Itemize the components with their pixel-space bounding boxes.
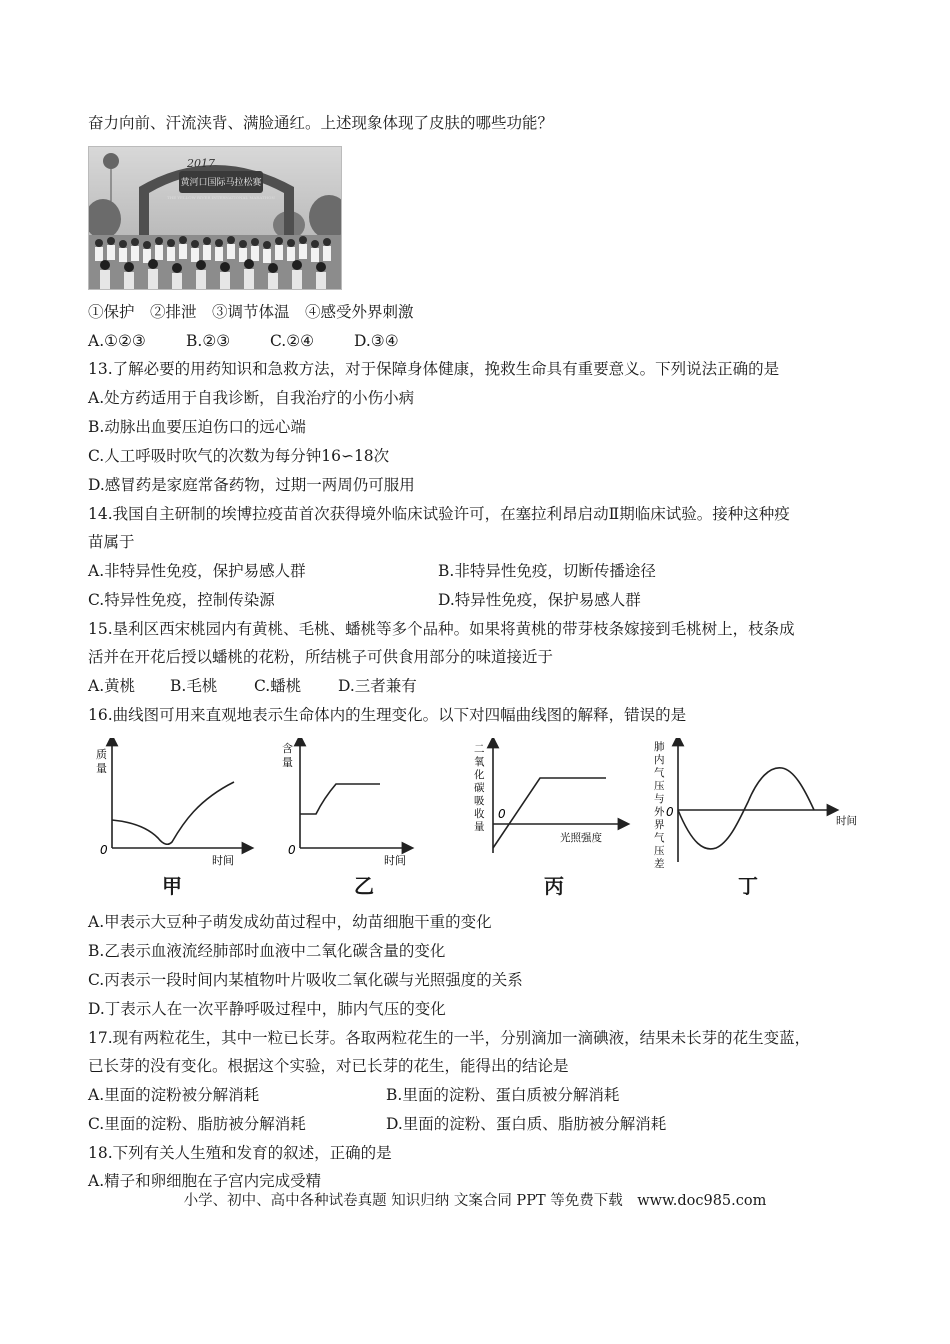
q16-choice-d: D.丁表示人在一次平静呼吸过程中，肺内气压的变化 (88, 1000, 446, 1018)
q13-choice-b: B.动脉出血要压迫伤口的远心端 (88, 418, 306, 436)
q15-choice-b: B.毛桃 (170, 677, 218, 695)
graph-ding-ylabel-3: 气 (654, 767, 665, 779)
marathon-photo (88, 146, 342, 290)
banner-subtext: THE YELLOW RIVER INTERNATIONAL MARATHON (167, 195, 275, 200)
graph-ding-label: 丁 (738, 874, 758, 898)
q13-choice-a: A.处方药适用于自我诊断，自我治疗的小伤小病 (88, 389, 415, 407)
graph-bing-xlabel: 光照强度 (560, 832, 602, 844)
graph-ding-ylabel-10: 差 (654, 858, 665, 868)
graph-ding-curve (678, 768, 814, 849)
q16-graphs (88, 738, 888, 898)
q15-choice-d: D.三者兼有 (338, 677, 417, 695)
q15-stem-line2: 活并在开花后授以蟠桃的花粉，所结桃子可供食用部分的味道接近于 (88, 648, 554, 666)
q14-stem-line1: 14.我国自主研制的埃博拉疫苗首次获得境外临床试验许可，在塞拉利昂启动Ⅱ期临床试验。接种这种疫 (88, 505, 790, 523)
graph-jia-label: 甲 (162, 874, 182, 898)
banner-text: 黄河口国际马拉松赛 (180, 178, 262, 188)
graph-ding-ylabel-5: 与 (654, 793, 665, 805)
graph-bing-ylabel-1: 二 (474, 743, 485, 755)
q14-choice-b: B.非特异性免疫，切断传播途径 (438, 562, 656, 580)
graph-yi-ylabel-2: 量 (282, 756, 293, 769)
graph-bing-ylabel-4: 碳 (474, 782, 485, 794)
graph-bing (474, 742, 624, 853)
q12-options: ①保护 ②排泄 ③调节体温 ④感受外界刺激 (88, 303, 414, 321)
q17-choice-b: B.里面的淀粉、蛋白质被分解消耗 (386, 1086, 620, 1104)
q12-choice-a: A.①②③ (88, 332, 146, 350)
graph-ding-origin: 0 (666, 805, 674, 819)
graph-jia-origin: 0 (100, 843, 108, 857)
q14-choice-a: A.非特异性免疫，保护易感人群 (88, 562, 306, 580)
graph-yi-label: 乙 (354, 874, 374, 898)
graph-ding (654, 740, 857, 868)
q15-choice-c: C.蟠桃 (254, 677, 302, 695)
q18-choice-a: A.精子和卵细胞在子宫内完成受精 (88, 1172, 322, 1190)
graph-yi-curve (300, 784, 380, 814)
q16-choice-c: C.丙表示一段时间内某植物叶片吸收二氧化碳与光照强度的关系 (88, 971, 523, 989)
graph-yi-origin: 0 (288, 843, 296, 857)
q14-choice-c: C.特异性免疫，控制传染源 (88, 591, 275, 609)
graph-yi-xlabel: 时间 (384, 854, 406, 867)
graph-yi (282, 740, 408, 867)
graph-jia-curve (112, 782, 234, 844)
graph-jia (96, 740, 248, 867)
graph-ding-ylabel-1: 肺 (654, 741, 665, 753)
graph-ding-xlabel: 时间 (836, 815, 857, 827)
q13-choice-c: C.人工呼吸时吹气的次数为每分钟16∽18次 (88, 447, 390, 465)
graph-bing-ylabel-3: 化 (474, 769, 485, 781)
q12-choice-d: D.③④ (354, 332, 399, 350)
q15-stem-line1: 15.垦利区西宋桃园内有黄桃、毛桃、蟠桃等多个品种。如果将黄桃的带芽枝条嫁接到毛桃树上，枝条成 (88, 620, 795, 638)
q17-stem-line1: 17.现有两粒花生，其中一粒已长芽。各取两粒花生的一半，分别滴加一滴碘液，结果未长芽的花生变蓝， (88, 1029, 811, 1047)
graph-jia-ylabel-1: 质 (96, 748, 107, 761)
q17-choice-a: A.里面的淀粉被分解消耗 (88, 1086, 260, 1104)
q18-stem: 18.下列有关人生殖和发育的叙述，正确的是 (88, 1144, 392, 1162)
intro-text: 奋力向前、汗流浃背、满脸通红。上述现象体现了皮肤的哪些功能？ (88, 114, 554, 132)
graph-jia-xlabel: 时间 (212, 854, 234, 867)
q17-choice-d: D.里面的淀粉、蛋白质、脂肪被分解消耗 (386, 1115, 667, 1133)
q17-stem-line2: 已长芽的没有变化。根据这个实验，对已长芽的花生，能得出的结论是 (88, 1057, 569, 1075)
graph-bing-origin: 0 (498, 807, 506, 821)
graph-ding-ylabel-7: 界 (654, 819, 665, 831)
graph-bing-ylabel-6: 收 (474, 808, 485, 820)
q14-stem-line2: 苗属于 (88, 533, 135, 551)
year-text: 2017 (187, 157, 215, 170)
graph-jia-ylabel-2: 量 (96, 762, 107, 775)
q17-choice-c: C.里面的淀粉、脂肪被分解消耗 (88, 1115, 306, 1133)
page-footer: 小学、初中、高中各种试卷真题 知识归纳 文案合同 PPT 等免费下载 www.doc985.com (183, 1193, 767, 1209)
q12-choice-b: B.②③ (186, 332, 231, 350)
q16-choice-b: B.乙表示血液流经肺部时血液中二氧化碳含量的变化 (88, 942, 446, 960)
graph-ding-ylabel-9: 压 (654, 845, 665, 857)
graph-ding-ylabel-8: 气 (654, 832, 665, 844)
graph-bing-label: 丙 (544, 874, 564, 898)
q13-stem: 13.了解必要的用药知识和急救方法，对于保障身体健康，挽救生命具有重要意义。下列说法正确的是 (88, 360, 780, 378)
q15-choice-a: A.黄桃 (88, 677, 136, 695)
q14-choice-d: D.特异性免疫，保护易感人群 (438, 591, 641, 609)
graph-bing-ylabel-7: 量 (474, 821, 485, 833)
q12-choice-c: C.②④ (270, 332, 315, 350)
q16-choice-a: A.甲表示大豆种子萌发成幼苗过程中，幼苗细胞干重的变化 (88, 913, 492, 931)
graph-yi-ylabel-1: 含 (282, 742, 293, 755)
q13-choice-d: D.感冒药是家庭常备药物，过期一两周仍可服用 (88, 476, 415, 494)
graph-ding-ylabel-4: 压 (654, 780, 665, 792)
graph-bing-ylabel-2: 氧 (474, 756, 485, 768)
graph-bing-ylabel-5: 吸 (474, 795, 485, 807)
graph-ding-ylabel-6: 外 (654, 806, 665, 818)
q16-stem: 16.曲线图可用来直观地表示生命体内的生理变化。以下对四幅曲线图的解释，错误的是 (88, 706, 687, 724)
graph-ding-ylabel-2: 内 (654, 754, 665, 766)
